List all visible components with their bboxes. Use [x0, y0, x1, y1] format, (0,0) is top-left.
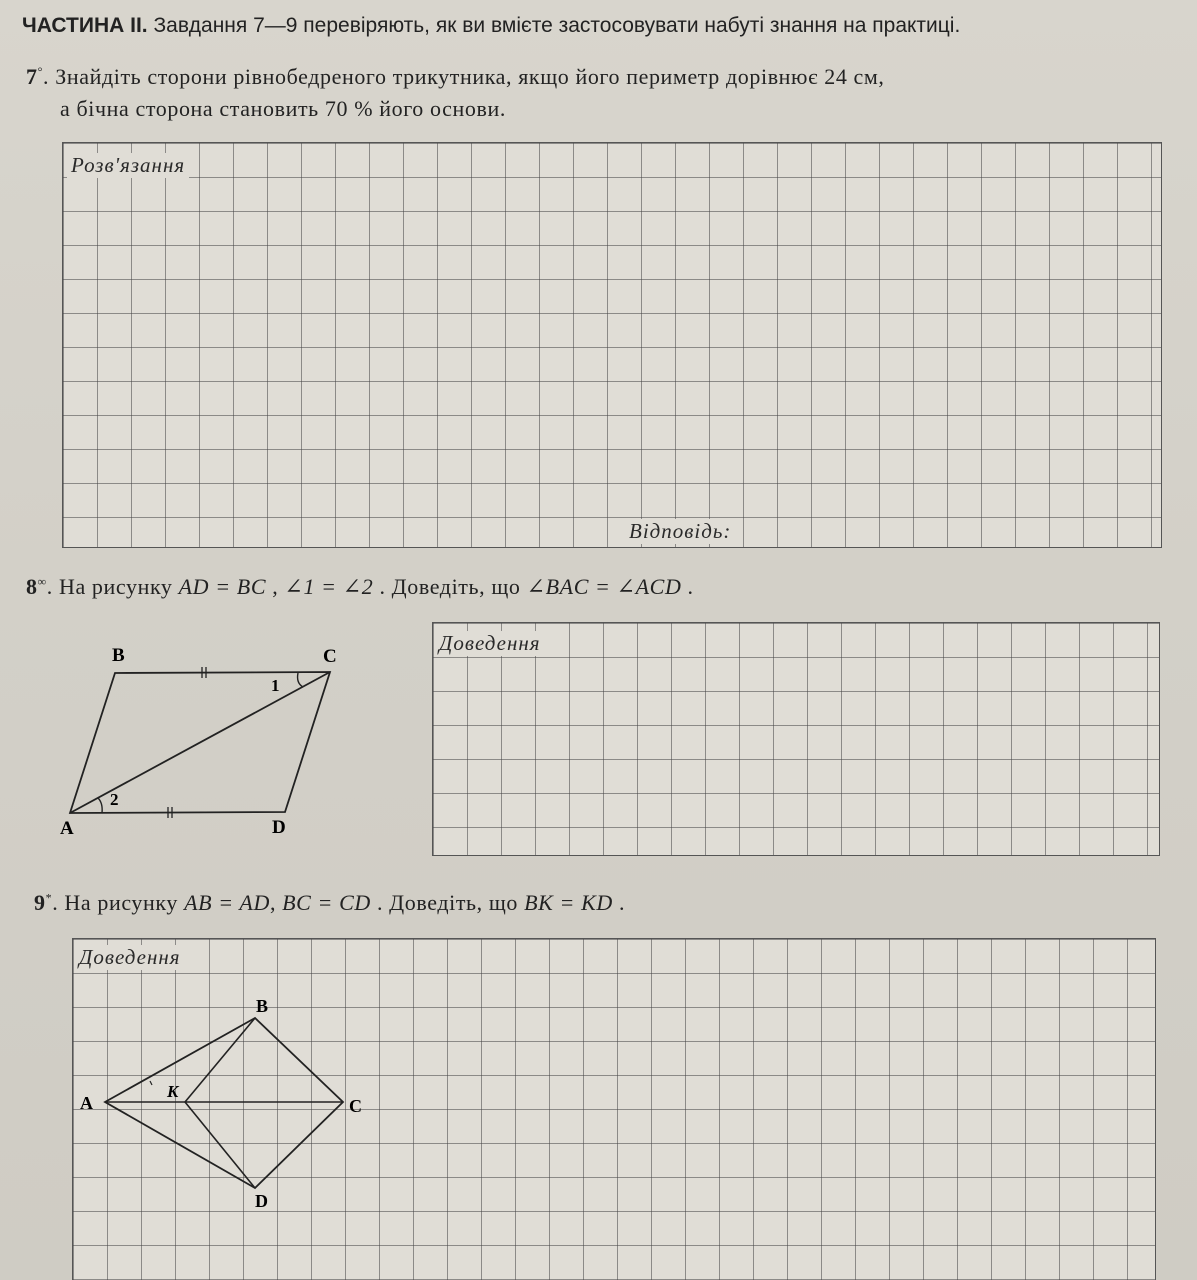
angle-1-label: 1: [271, 676, 280, 695]
task-9-statement: [34, 890, 625, 916]
task-7-line-1: . Знайдіть сторони рівнобедреного трикутника, якщо його периметр дорівнює 24 см,: [43, 64, 885, 89]
section-part-label: ЧАСТИНА ІІ.: [22, 14, 148, 37]
task-9-kite-figure: [72, 990, 392, 1220]
task-8-condition-1: AD = BC: [178, 574, 267, 599]
point-label-K: K: [167, 1082, 179, 1101]
section-header: [22, 14, 1182, 38]
vertex-label-A: A: [60, 818, 74, 839]
task-8-condition-2: ∠1 = ∠2: [284, 574, 374, 599]
task-8-text-a: . На рисунку: [46, 574, 179, 599]
task-9-proof-label: Доведення: [75, 945, 185, 970]
vertex-label-C: C: [349, 1096, 362, 1116]
task-8-number: 8: [26, 574, 38, 599]
task-7-statement-line-2: а бічна сторона становить 70 % його основи.: [60, 96, 506, 121]
answer-label: Відповідь:: [625, 519, 735, 544]
vertex-label-A: A: [80, 1093, 93, 1113]
vertex-label-D: D: [272, 817, 286, 838]
task-9-number: 9: [34, 890, 46, 915]
task-9-separator: ,: [269, 890, 283, 915]
angle-2-label: 2: [110, 790, 119, 809]
task-7-statement: [26, 64, 1176, 90]
vertex-label-C: C: [323, 646, 337, 667]
task-8-parallelogram-figure: [40, 640, 370, 845]
task-7-solution-grid[interactable]: [62, 142, 1162, 548]
task-9-text-b: . Доведіть, що: [370, 890, 525, 915]
task-8-proof-label: Доведення: [435, 631, 545, 656]
section-description: Завдання 7—9 перевіряють, як ви вмієте застосовувати набуті знання на практиці.: [147, 14, 961, 37]
vertex-label-D: D: [255, 1191, 268, 1211]
task-9-condition-2: BC = CD: [282, 890, 371, 915]
task-8-difficulty-mark: ∞: [37, 574, 47, 589]
vertex-label-B: B: [112, 645, 125, 666]
task-9-end: .: [612, 890, 626, 915]
solution-label: Розв'язання: [67, 153, 189, 178]
task-8-statement: [26, 574, 694, 600]
task-8-text-b: . Доведіть, що: [373, 574, 527, 599]
task-9-difficulty-mark: *: [45, 890, 53, 905]
task-9-goal: BK = KD: [524, 890, 613, 915]
task-7-number: 7: [26, 64, 38, 89]
vertex-label-B: B: [256, 996, 269, 1016]
task-9-condition-1: AB = AD: [184, 890, 270, 915]
task-8-goal: ∠BAC = ∠ACD: [526, 574, 682, 599]
task-8-separator: ,: [266, 574, 285, 599]
task-9-text-a: . На рисунку: [52, 890, 185, 915]
task-8-proof-grid[interactable]: [432, 622, 1160, 856]
task-8-end: .: [681, 574, 694, 599]
task-7-difficulty-mark: °: [37, 64, 44, 79]
